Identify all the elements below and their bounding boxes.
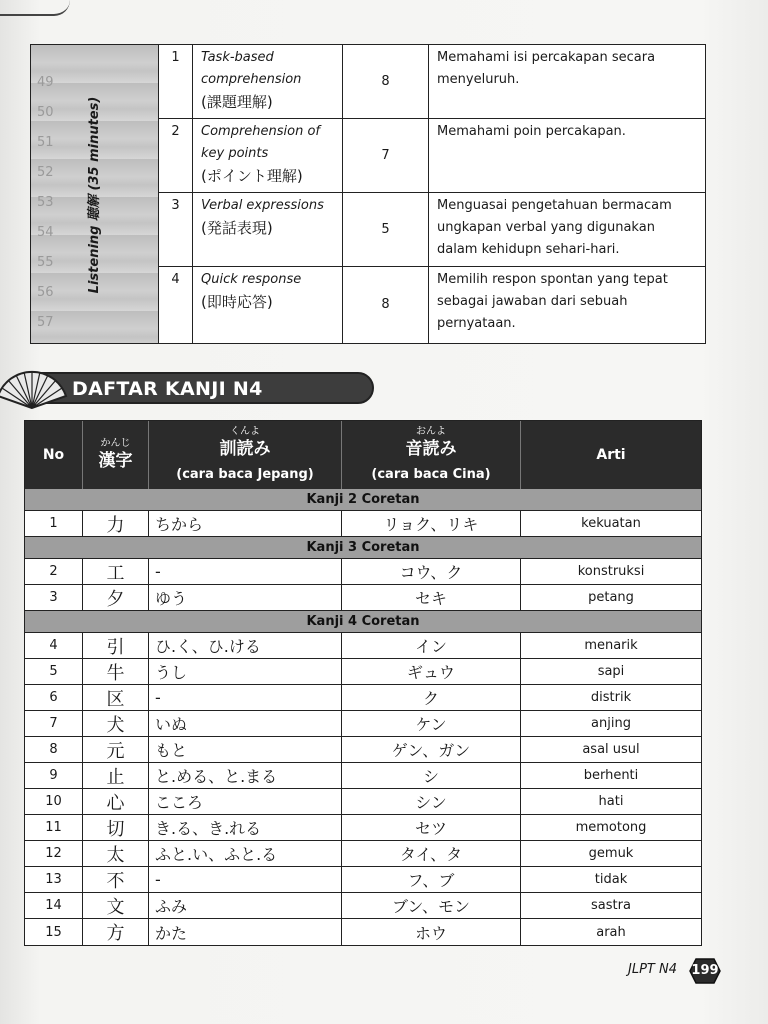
kanji-row-kunyomi: き.る、き.れる — [149, 815, 342, 840]
kanji-row-no: 9 — [25, 763, 83, 788]
listening-row-description: Memahami poin percakapan. — [437, 124, 626, 139]
faded-number: 51 — [37, 135, 54, 150]
kanji-row-kunyomi: ふみ — [149, 893, 342, 918]
group-header: Kanji 2 Coretan — [25, 489, 701, 511]
kanji-row — [25, 633, 701, 659]
kanji-row-no: 5 — [25, 659, 83, 684]
kanji-row — [25, 789, 701, 815]
kanji-row-onyomi: ギュウ — [342, 659, 521, 684]
header-kunyomi-label: 訓読み — [219, 439, 271, 459]
listening-row — [159, 45, 705, 119]
kanji-row-meaning: arah — [596, 924, 626, 940]
kanji-row-onyomi: コウ、ク — [342, 559, 521, 584]
kanji-row-no: 14 — [25, 893, 83, 918]
kanji-row — [25, 841, 701, 867]
kanji-row-onyomi: リョク、リキ — [342, 511, 521, 536]
kanji-row — [25, 737, 701, 763]
kanji-row — [25, 893, 701, 919]
kanji-row — [25, 763, 701, 789]
kanji-row — [25, 659, 701, 685]
listening-row-count: 5 — [343, 193, 429, 266]
header-kunyomi-sub: (cara baca Jepang) — [176, 467, 314, 482]
kanji-row-meaning: berhenti — [583, 768, 639, 783]
listening-row-section — [193, 193, 343, 266]
kanji-row-character: 引 — [83, 633, 149, 658]
kanji-row-kunyomi: ちから — [149, 511, 342, 536]
banner-title: DAFTAR KANJI N4 — [72, 378, 263, 400]
listening-row-name: Comprehension of key points — [201, 124, 321, 161]
kanji-row-kunyomi: こころ — [149, 789, 342, 814]
kanji-row-kunyomi: いぬ — [149, 711, 342, 736]
kanji-row-onyomi: セキ — [342, 585, 521, 610]
header-kanji — [83, 421, 149, 489]
listening-row-description: Memahami isi percakapan secara menyeluruh. — [437, 50, 656, 87]
kanji-row-kunyomi: - — [149, 559, 342, 584]
kanji-row-kunyomi: もと — [149, 737, 342, 762]
footer-label: JLPT N4 — [628, 962, 677, 977]
kanji-row-meaning: asal usul — [582, 742, 640, 757]
kanji-row-character: 太 — [83, 841, 149, 866]
header-onyomi-furigana: おんよ — [416, 426, 446, 437]
kanji-row-character: 牛 — [83, 659, 149, 684]
listening-row-name: Verbal expressions — [201, 198, 324, 213]
listening-title: Listening 聴解 (35 minutes) — [87, 96, 102, 294]
kanji-row-character: 元 — [83, 737, 149, 762]
listening-row-section — [193, 45, 343, 118]
kanji-row-onyomi: フ、ブ — [342, 867, 521, 892]
page-number-badge — [689, 958, 721, 984]
listening-row-japanese: (課題理解) — [201, 93, 273, 111]
kanji-row-meaning: konstruksi — [577, 564, 645, 579]
kanji-row-no: 6 — [25, 685, 83, 710]
listening-row-no: 1 — [159, 45, 193, 118]
kanji-row-onyomi: ク — [342, 685, 521, 710]
kanji-row-no: 11 — [25, 815, 83, 840]
kanji-row — [25, 585, 701, 611]
header-kunyomi-furigana: くんよ — [230, 426, 260, 437]
kanji-row-onyomi: タイ、タ — [342, 841, 521, 866]
kanji-row — [25, 559, 701, 585]
kanji-row-meaning: anjing — [591, 716, 631, 731]
listening-row — [159, 193, 705, 267]
kanji-row-no: 10 — [25, 789, 83, 814]
kanji-table — [24, 420, 702, 946]
header-no: No — [25, 421, 83, 489]
listening-row-count: 8 — [343, 45, 429, 118]
kanji-row-character: 犬 — [83, 711, 149, 736]
kanji-row-no: 8 — [25, 737, 83, 762]
faded-number: 55 — [37, 255, 54, 270]
kanji-row-kunyomi: かた — [149, 919, 342, 945]
listening-row-japanese: (発話表現) — [201, 219, 273, 237]
section-banner — [0, 368, 376, 406]
faded-number: 54 — [37, 225, 54, 240]
kanji-row-kunyomi: ふと.い、ふと.る — [149, 841, 342, 866]
kanji-row-meaning: tidak — [594, 872, 628, 887]
faded-number: 53 — [37, 195, 54, 210]
kanji-row-onyomi: シン — [342, 789, 521, 814]
listening-side-label — [31, 45, 159, 343]
kanji-row-onyomi: ケン — [342, 711, 521, 736]
kanji-row-kunyomi: うし — [149, 659, 342, 684]
kanji-row — [25, 511, 701, 537]
kanji-row-kunyomi: ゆう — [149, 585, 342, 610]
kanji-row-character: 心 — [83, 789, 149, 814]
kanji-row-onyomi: シ — [342, 763, 521, 788]
header-kanji-label: 漢字 — [98, 451, 133, 471]
kanji-row-character: 区 — [83, 685, 149, 710]
listening-row-no: 4 — [159, 267, 193, 343]
kanji-row-kunyomi: と.める、と.まる — [149, 763, 342, 788]
faded-number: 56 — [37, 285, 54, 300]
kanji-row-meaning: hati — [598, 794, 624, 809]
kanji-row — [25, 919, 701, 945]
kanji-row-character: 夕 — [83, 585, 149, 610]
kanji-row-meaning: sastra — [591, 898, 631, 913]
page-number: 199 — [691, 963, 719, 978]
page-corner-curl — [0, 0, 70, 16]
kanji-row-onyomi: イン — [342, 633, 521, 658]
listening-row — [159, 119, 705, 193]
kanji-row-character: 力 — [83, 511, 149, 536]
kanji-row-character: 止 — [83, 763, 149, 788]
kanji-row-no: 15 — [25, 919, 83, 945]
kanji-row-onyomi: ブン、モン — [342, 893, 521, 918]
kanji-row-character: 工 — [83, 559, 149, 584]
kanji-row-onyomi: ホウ — [342, 919, 521, 945]
header-arti: Arti — [596, 447, 626, 463]
listening-row-name: Quick response — [201, 272, 302, 287]
kanji-row-no: 3 — [25, 585, 83, 610]
listening-row-count: 7 — [343, 119, 429, 192]
header-onyomi — [342, 421, 521, 489]
listening-row-japanese: (ポイント理解) — [201, 167, 303, 185]
kanji-row — [25, 815, 701, 841]
listening-row-japanese: (即時応答) — [201, 293, 273, 311]
kanji-row-meaning: distrik — [590, 690, 632, 705]
kanji-row — [25, 711, 701, 737]
kanji-row-meaning: gemuk — [588, 846, 634, 861]
kanji-row-no: 13 — [25, 867, 83, 892]
faded-number: 57 — [37, 315, 54, 330]
listening-row-count: 8 — [343, 267, 429, 343]
group-header: Kanji 4 Coretan — [25, 611, 701, 633]
listening-row — [159, 267, 705, 343]
faded-number: 52 — [37, 165, 54, 180]
kanji-row-onyomi: ゲン、ガン — [342, 737, 521, 762]
listening-row-no: 3 — [159, 193, 193, 266]
faded-number: 49 — [37, 75, 54, 90]
kanji-row-no: 2 — [25, 559, 83, 584]
kanji-row-no: 12 — [25, 841, 83, 866]
listening-row-description: Menguasai pengetahuan bermacam ungkapan verbal yang digunakan dalam kehidupn sehari-hari. — [437, 198, 672, 257]
header-kunyomi — [149, 421, 342, 489]
kanji-row-kunyomi: - — [149, 867, 342, 892]
listening-row-section — [193, 119, 343, 192]
kanji-row — [25, 685, 701, 711]
header-kanji-furigana: かんじ — [100, 438, 131, 449]
kanji-row-no: 1 — [25, 511, 83, 536]
listening-row-section — [193, 267, 343, 343]
kanji-row-meaning: menarik — [584, 638, 638, 653]
kanji-row-kunyomi: - — [149, 685, 342, 710]
listening-table — [30, 44, 706, 344]
kanji-row-onyomi: セツ — [342, 815, 521, 840]
kanji-row — [25, 867, 701, 893]
listening-row-description: Memilih respon spontan yang tepat sebagai jawaban dari sebuah pernyataan. — [437, 272, 668, 331]
kanji-row-kunyomi: ひ.く、ひ.ける — [149, 633, 342, 658]
kanji-table-header — [25, 421, 701, 489]
kanji-row-no: 7 — [25, 711, 83, 736]
kanji-row-meaning: kekuatan — [581, 516, 641, 531]
listening-row-name: Task-based comprehension — [201, 50, 302, 87]
kanji-row-character: 方 — [83, 919, 149, 945]
kanji-row-character: 不 — [83, 867, 149, 892]
fan-icon — [0, 366, 68, 410]
header-onyomi-sub: (cara baca Cina) — [371, 467, 491, 482]
kanji-row-character: 切 — [83, 815, 149, 840]
kanji-row-character: 文 — [83, 893, 149, 918]
faded-number: 50 — [37, 105, 54, 120]
kanji-row-meaning: sapi — [597, 664, 625, 679]
group-header: Kanji 3 Coretan — [25, 537, 701, 559]
listening-row-no: 2 — [159, 119, 193, 192]
header-onyomi-label: 音読み — [405, 439, 457, 459]
kanji-row-meaning: memotong — [575, 820, 647, 835]
kanji-row-no: 4 — [25, 633, 83, 658]
kanji-row-meaning: petang — [588, 590, 634, 605]
